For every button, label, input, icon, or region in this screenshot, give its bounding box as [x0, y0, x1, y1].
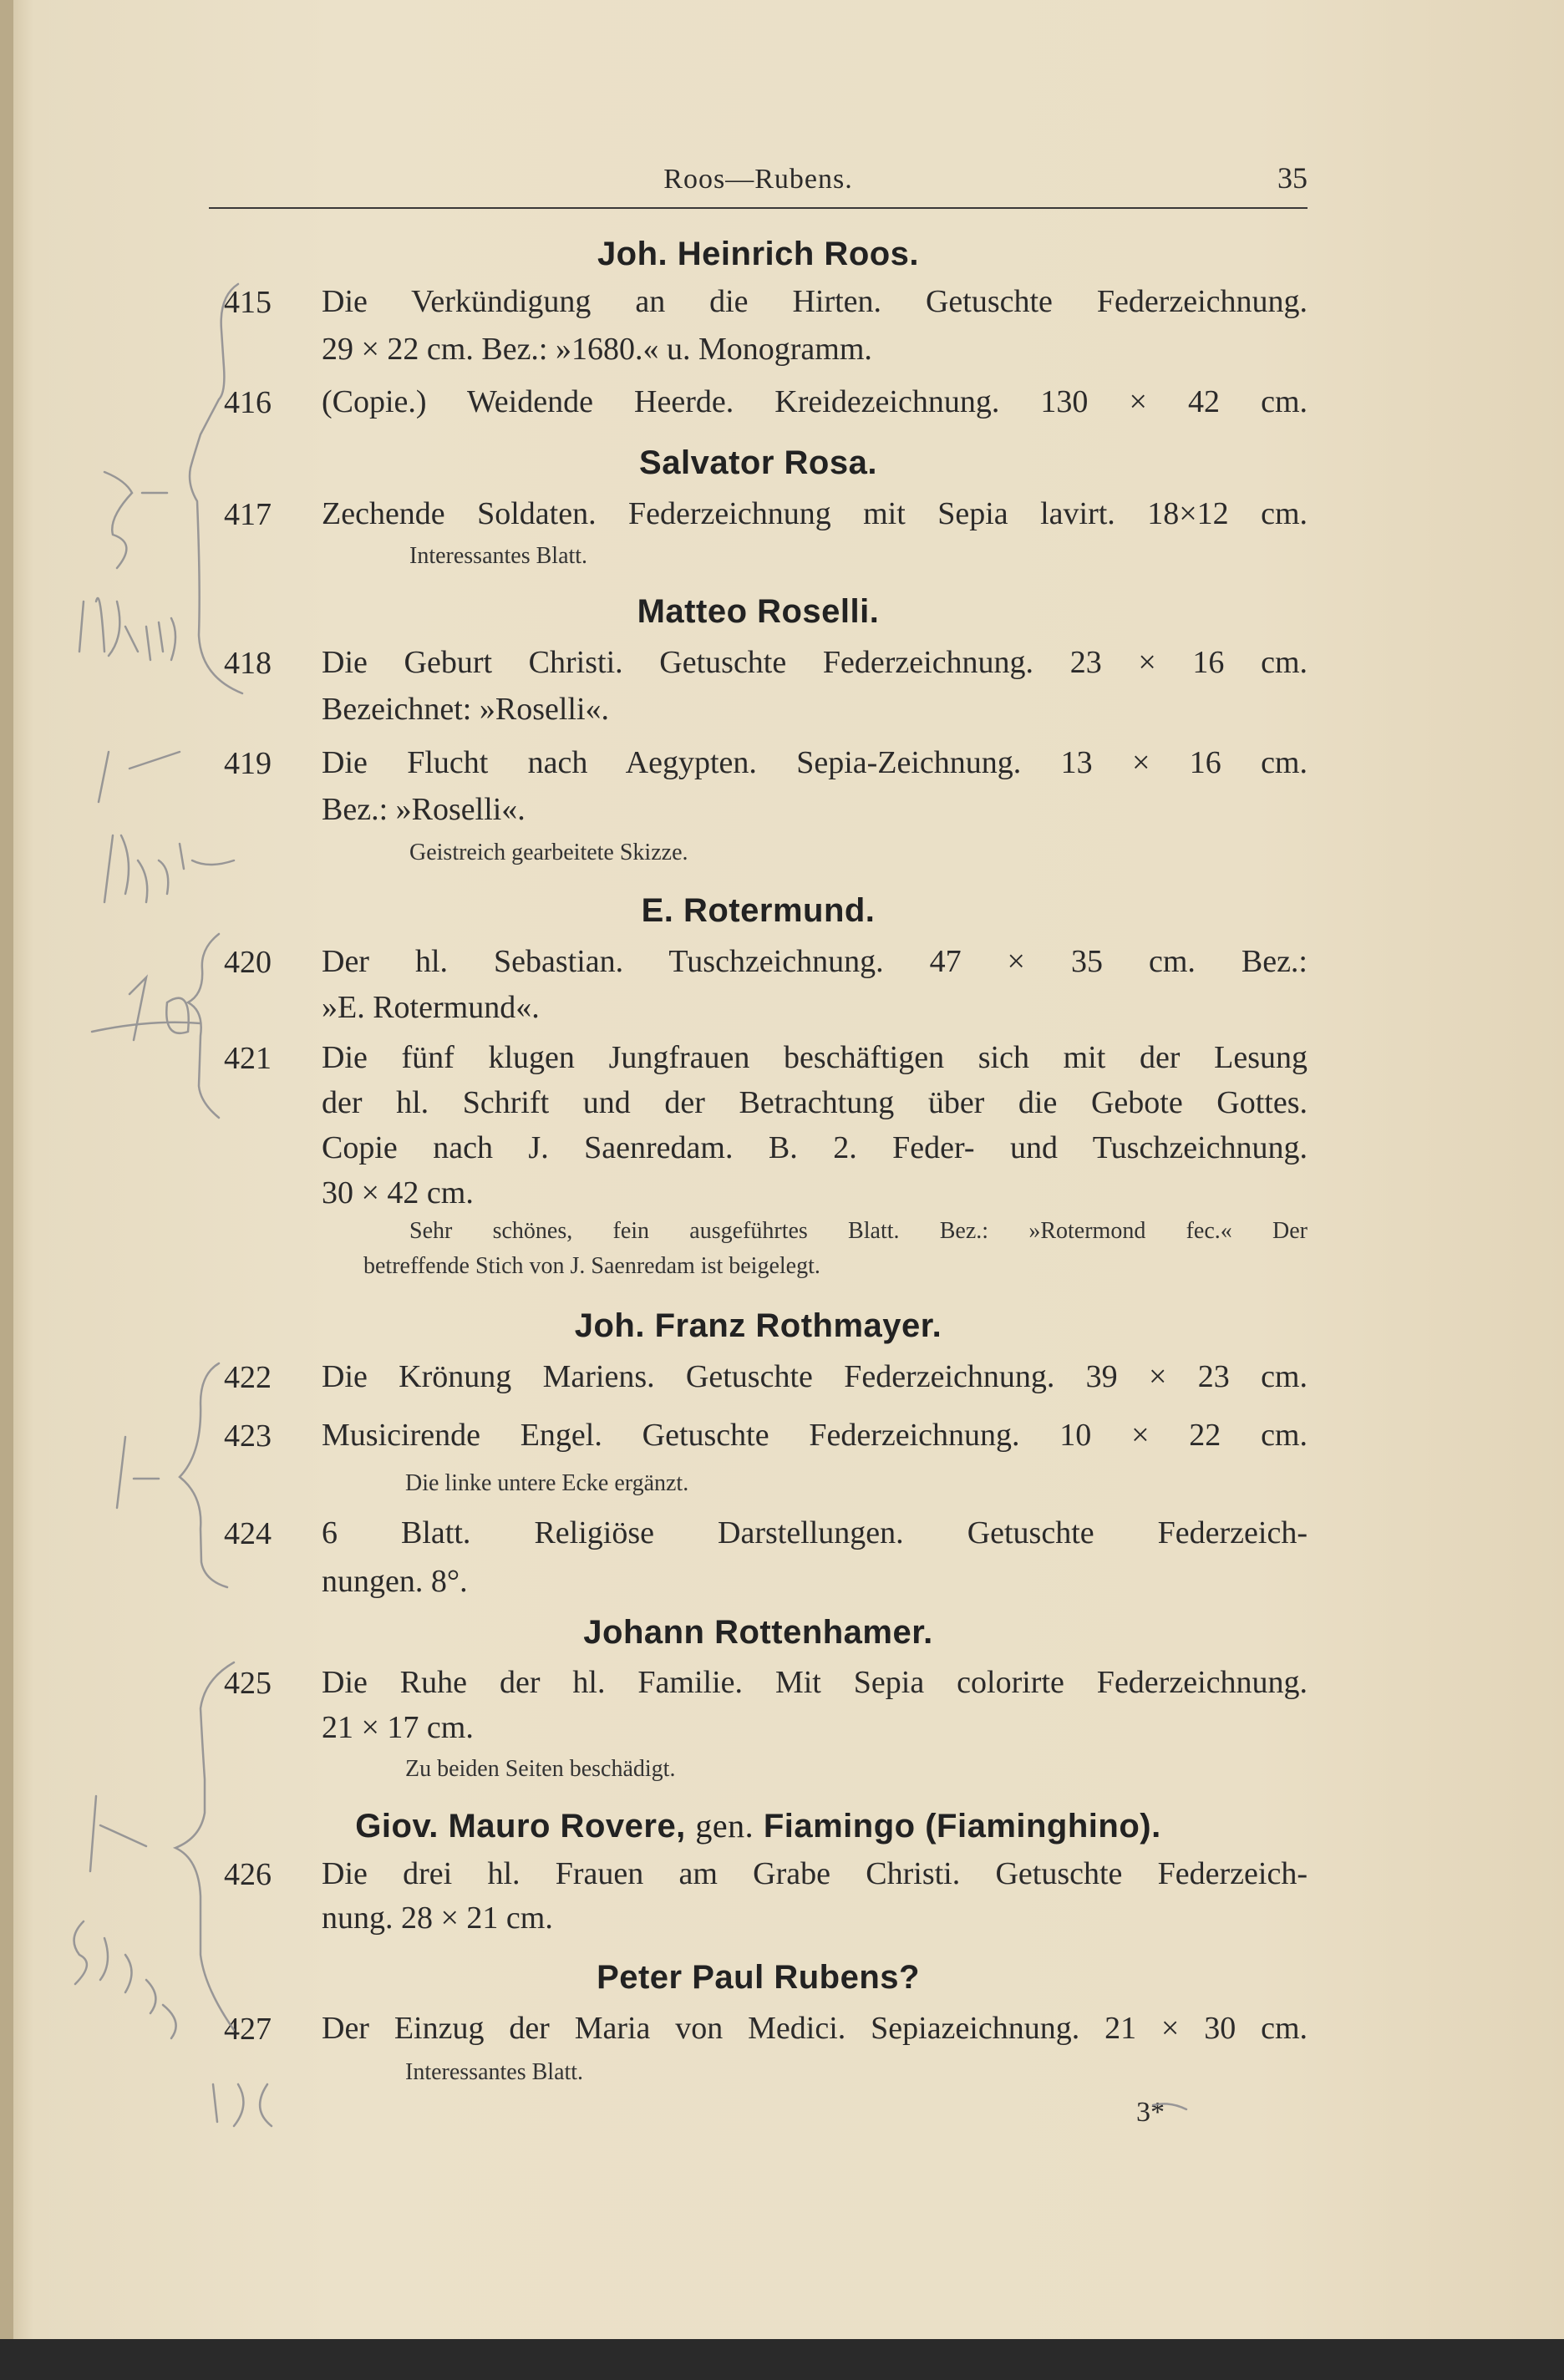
lot-text-line: Die Flucht nach Aegypten. Sepia-Zeichnung. 13 × 16 cm. [322, 745, 1308, 780]
lot-number: 418 [224, 646, 272, 681]
lot-text-line: nungen. 8°. [322, 1564, 468, 1599]
lot-number: 420 [224, 945, 272, 980]
lot-text-line: nung. 28 × 21 cm. [322, 1900, 553, 1936]
lot-note: Interessantes Blatt. [409, 543, 588, 569]
signature-mark: 3* [1136, 2097, 1165, 2128]
lot-text-line: Copie nach J. Saenredam. B. 2. Feder- und Tuschzeichnung. [322, 1130, 1308, 1165]
artist-heading: Joh. Franz Rothmayer. [574, 1307, 942, 1344]
lot-text-line: 29 × 22 cm. Bez.: »1680.« u. Monogramm. [322, 332, 872, 367]
lot-number: 421 [224, 1041, 272, 1076]
lot-number: 424 [224, 1516, 272, 1551]
lot-text-line: 30 × 42 cm. [322, 1175, 474, 1210]
lot-note: Die linke untere Ecke ergänzt. [405, 1470, 689, 1496]
lot-number: 426 [224, 1857, 272, 1892]
pencil-brace [190, 284, 242, 693]
pencil-note-3 [104, 472, 132, 568]
pencil-brace [180, 1363, 227, 1587]
pencil-brace [188, 934, 219, 1118]
artist-heading: Johann Rottenhamer. [583, 1614, 933, 1651]
lot-number: 419 [224, 746, 272, 781]
lot-text-line: der hl. Schrift und der Betrachtung über die Gebote Gottes. [322, 1085, 1308, 1120]
book-spine [0, 0, 13, 2380]
lot-text-line: (Copie.) Weidende Heerde. Kreidezeichnung. 130 × 42 cm. [322, 384, 1308, 419]
lot-number: 423 [224, 1418, 272, 1454]
artist-heading: Matteo Roselli. [637, 593, 880, 630]
lot-text-line: Bezeichnet: »Roselli«. [322, 692, 610, 727]
lot-note: Zu beiden Seiten beschädigt. [405, 1756, 676, 1782]
lot-text-line: Die Geburt Christi. Getuschte Federzeichnung. 23 × 16 cm. [322, 645, 1308, 680]
lot-text-line: »E. Rotermund«. [322, 990, 540, 1025]
artist-heading: Joh. Heinrich Roos. [597, 236, 920, 272]
lot-note: Geistreich gearbeitete Skizze. [409, 840, 688, 865]
lot-text-line: Bez.: »Roselli«. [322, 792, 526, 827]
lot-text-line: Die Verkündigung an die Hirten. Getuschte Federzeichnung. [322, 284, 1308, 319]
lot-text-line: Die drei hl. Frauen am Grabe Christi. Getuschte Federzeich- [322, 1856, 1308, 1891]
lot-text-line: Musicirende Engel. Getuschte Federzeichnung. 10 × 22 cm. [322, 1418, 1308, 1453]
artist-alias: Fiamingo (Fiaminghino). [763, 1808, 1161, 1845]
artist-name: Giov. Mauro Rovere, [355, 1808, 686, 1845]
pencil-note-mitz [79, 598, 175, 660]
artist-alias-prefix: gen. [695, 1807, 754, 1845]
lot-note: Interessantes Blatt. [405, 2059, 584, 2085]
pencil-note-10 [92, 977, 201, 1040]
lot-note: betreffende Stich von J. Saenredam ist beigelegt. [363, 1253, 820, 1279]
pencil-note-schere [74, 1921, 176, 2038]
lot-number: 415 [224, 285, 272, 320]
lot-text-line: Der hl. Sebastian. Tuschzeichnung. 47 × 35 cm. Bez.: [322, 944, 1308, 979]
lot-text-line: Die Krönung Mariens. Getuschte Federzeichnung. 39 × 23 cm. [322, 1359, 1308, 1394]
lot-number: 422 [224, 1360, 272, 1395]
pencil-note-4 [90, 1796, 146, 1871]
lot-text-line: Der Einzug der Maria von Medici. Sepiazeichnung. 21 × 30 cm. [322, 2011, 1308, 2046]
pencil-note-428 [213, 2084, 272, 2126]
lot-text-line: Die Ruhe der hl. Familie. Mit Sepia colorirte Federzeichnung. [322, 1665, 1308, 1700]
artist-heading: E. Rotermund. [641, 892, 876, 929]
artist-heading: Peter Paul Rubens? [597, 1959, 920, 1996]
artist-heading [209, 1806, 1308, 1845]
running-header [209, 159, 1308, 209]
lot-number: 427 [224, 2012, 272, 2047]
lot-text-line: Zechende Soldaten. Federzeichnung mit Sepia lavirt. 18×12 cm. [322, 496, 1308, 531]
lot-text-line: Die fünf klugen Jungfrauen beschäftigen sich mit der Lesung [322, 1040, 1308, 1075]
artist-heading: Salvator Rosa. [639, 444, 877, 481]
header-rule [209, 207, 1308, 209]
lot-note: Sehr schönes, fein ausgeführtes Blatt. Bez.: »Rotermond fec.« Der [409, 1218, 1308, 1244]
scan-bottom-edge [0, 2339, 1564, 2380]
pencil-note-1b [117, 1437, 159, 1508]
lot-number: 425 [224, 1666, 272, 1701]
pencil-note-1 [99, 752, 180, 802]
lot-number: 416 [224, 385, 272, 420]
header-title: Roos—Rubens. [663, 164, 853, 195]
page-number: 35 [1277, 161, 1308, 195]
lot-text-line: 6 Blatt. Religiöse Darstellungen. Getuschte Federzeich- [322, 1515, 1308, 1550]
lot-number: 417 [224, 497, 272, 532]
lot-text-line: 21 × 17 cm. [322, 1710, 474, 1745]
